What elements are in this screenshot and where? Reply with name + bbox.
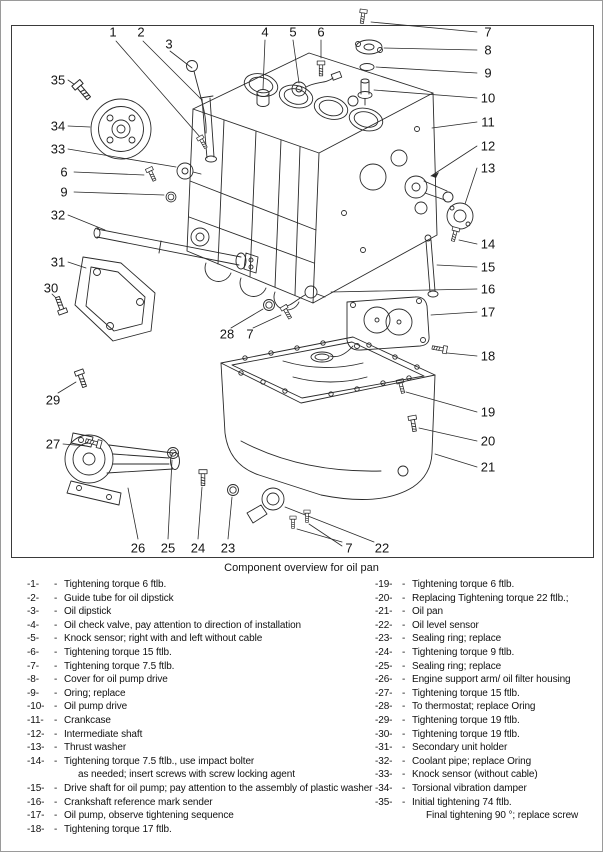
legend-item-separator: - [54, 701, 58, 713]
legend-item-text: Oil pump, observe tightening sequence [64, 810, 234, 822]
legend-item-text: Knock sensor (without cable) [412, 769, 538, 781]
legend-item-text: Tightening torque 7.5 ftlb., use impact bolter [64, 755, 255, 767]
callout-11: 11 [481, 114, 495, 130]
legend-item-text: Guide tube for oil dipstick [64, 592, 174, 604]
legend-item [375, 605, 601, 619]
legend-item [375, 809, 601, 823]
callout-18: 18 [480, 348, 496, 364]
callout-25: 25 [160, 540, 176, 556]
legend-item-text: Oil dipstick [64, 606, 112, 618]
legend-item-separator: - [402, 592, 406, 604]
legend-item-text: Tightening torque 6 ftlb. [64, 579, 167, 590]
callout-23: 23 [220, 540, 236, 556]
legend-item-text: as needed; insert screws with screw locking agent [78, 769, 295, 781]
legend-item-text: Tightening torque 17 ftlb. [64, 823, 172, 835]
callout-19: 19 [480, 404, 496, 420]
callout-12: 12 [480, 138, 496, 154]
legend-item-number: -23- [375, 633, 393, 645]
callout-24: 24 [190, 540, 206, 556]
legend-item-separator: - [54, 579, 58, 590]
callout-6: 6 [317, 24, 325, 40]
legend-item-text: Sealing ring; replace [412, 660, 502, 672]
callout-27: 27 [45, 436, 61, 452]
legend-item-number: -35- [375, 796, 393, 808]
legend-item-text: Crankshaft reference mark sender [64, 796, 213, 808]
legend-item-separator [54, 768, 64, 782]
legend-item-separator: - [402, 606, 406, 618]
legend-item-separator: - [402, 796, 406, 808]
legend-item-text: Oil check valve, pay attention to direction of installation [64, 619, 302, 631]
legend-item-number: -12- [27, 728, 45, 740]
legend-item-number: -11- [27, 714, 44, 726]
legend-item [375, 660, 601, 674]
legend-item-text: Oil pan [412, 606, 443, 618]
legend-item [27, 782, 373, 796]
legend-item-text: Tightening torque 19 ftlb. [412, 728, 520, 740]
callout-1: 1 [109, 24, 117, 40]
callout-30: 30 [43, 280, 59, 296]
legend-item [375, 796, 601, 810]
legend-item-separator: - [402, 646, 406, 658]
legend-item [375, 687, 601, 701]
legend-item-text: Final tightening 90 °; replace screw [426, 810, 579, 822]
legend-item-text: Oring; replace [64, 687, 126, 699]
legend-column-right [375, 578, 601, 823]
legend-column-left [27, 578, 373, 836]
legend-item-number: -14- [27, 755, 45, 767]
legend-item-text: Tightening torque 7.5 ftlb. [64, 660, 175, 672]
legend-item-number: -18- [27, 823, 45, 835]
legend-item-number: -22- [375, 619, 393, 631]
legend-item-text: Secondary unit holder [412, 742, 508, 754]
legend-item-text: Initial tightening 74 ftlb. [412, 796, 512, 808]
legend-item [375, 768, 601, 782]
callout-4: 4 [261, 24, 269, 40]
legend-item-text: Replacing Tightening torque 22 ftlb.; [412, 592, 569, 604]
legend-item-text: Tightening torque 6 ftlb. [412, 579, 515, 590]
legend-item [27, 687, 373, 701]
callout-32: 32 [50, 207, 66, 223]
legend-item [375, 782, 601, 796]
legend-item-separator: - [54, 646, 58, 658]
legend-item-number: -19- [375, 579, 393, 590]
legend-item-text: Coolant pipe; replace Oring [412, 755, 532, 767]
legend-item-text: Intermediate shaft [64, 728, 143, 740]
legend-item-number: -2- [27, 592, 39, 604]
legend-item-number: -15- [27, 782, 45, 794]
legend-item [375, 578, 601, 592]
legend-item [27, 768, 373, 782]
legend-item [27, 755, 373, 769]
legend-item-text: Sealing ring; replace [412, 633, 502, 645]
legend-item-text: Engine support arm/ oil filter housing [412, 674, 571, 686]
legend-item-number: -24- [375, 646, 393, 658]
legend-item-separator: - [402, 755, 406, 767]
legend-item [27, 646, 373, 660]
callout-31: 31 [50, 254, 66, 270]
legend-item-number: -13- [27, 742, 45, 754]
legend-item-number: -32- [375, 755, 393, 767]
legend-item-separator: - [54, 687, 58, 699]
legend-item-text: Crankcase [64, 714, 111, 726]
legend-item [375, 646, 601, 660]
legend-item-number: -7- [27, 660, 39, 672]
legend-item [375, 592, 601, 606]
legend-item-number: -3- [27, 606, 39, 618]
diagram-caption: Component overview for oil pan [224, 562, 379, 574]
legend-item-separator: - [54, 606, 58, 618]
callout-10: 10 [480, 90, 496, 106]
legend-item-number [27, 768, 54, 782]
callout-2: 2 [137, 24, 145, 40]
legend-item [375, 700, 601, 714]
legend-item [375, 755, 601, 769]
legend-item [27, 605, 373, 619]
callout-9: 9 [60, 184, 68, 200]
legend-item-number: -10- [27, 701, 45, 713]
callout-7: 7 [345, 540, 353, 556]
legend-item-text: Thrust washer [64, 742, 127, 754]
callout-3: 3 [165, 36, 173, 52]
legend-item [375, 673, 601, 687]
legend-item-number: -6- [27, 646, 39, 658]
legend-item-number: -21- [375, 606, 393, 618]
callout-14: 14 [480, 236, 496, 252]
legend-item [27, 823, 373, 837]
legend-item-number: -16- [27, 796, 45, 808]
callout-13: 13 [480, 160, 496, 176]
legend-item-number: -31- [375, 742, 393, 754]
legend-item-number: -20- [375, 592, 393, 604]
callout-34: 34 [50, 118, 66, 134]
legend-item-number: -8- [27, 674, 39, 686]
callout-5: 5 [289, 24, 297, 40]
callout-17: 17 [480, 304, 496, 320]
legend-item-separator: - [54, 810, 58, 822]
legend-item-text: Knock sensor; right with and left without cable [64, 633, 263, 645]
legend-item [27, 728, 373, 742]
legend-item-separator: - [54, 633, 58, 645]
callout-16: 16 [480, 281, 496, 297]
legend-item-separator: - [54, 714, 58, 726]
legend-item-number: -5- [27, 633, 39, 645]
callout-26: 26 [130, 540, 146, 556]
legend-item [375, 741, 601, 755]
legend-item-number: -28- [375, 701, 393, 713]
legend-item-separator: - [402, 742, 406, 754]
legend-item-separator: - [54, 823, 58, 835]
legend-item-text: To thermostat; replace Oring [412, 701, 536, 713]
legend-item [375, 728, 601, 742]
legend-item-separator: - [402, 579, 406, 590]
callout-33: 33 [50, 141, 66, 157]
legend-item-separator: - [402, 701, 406, 713]
callout-15: 15 [480, 259, 496, 275]
legend-item-separator [402, 809, 412, 823]
legend-item-separator: - [54, 782, 58, 794]
legend-item [27, 578, 373, 592]
legend-item-number: -9- [27, 687, 39, 699]
callout-7: 7 [484, 24, 492, 40]
legend-item-number: -29- [375, 714, 393, 726]
legend-item-number: -33- [375, 769, 393, 781]
legend-item-separator: - [54, 660, 58, 672]
legend-item-separator: - [54, 728, 58, 740]
callout-7: 7 [246, 326, 254, 342]
legend-item-separator: - [402, 728, 406, 740]
legend-item [27, 700, 373, 714]
legend-item-text: Tightening torque 15 ftlb. [64, 646, 172, 658]
legend-item-separator: - [402, 619, 406, 631]
legend-item-text: Cover for oil pump drive [64, 674, 168, 686]
legend-item-separator: - [54, 619, 58, 631]
legend-item [27, 592, 373, 606]
callout-9: 9 [484, 65, 492, 81]
legend-item-separator: - [402, 660, 406, 672]
legend-item-number: -26- [375, 674, 393, 686]
callout-20: 20 [480, 433, 496, 449]
legend-item-separator: - [54, 592, 58, 604]
legend-item-text: Tightening torque 15 ftlb. [412, 687, 520, 699]
legend-item [27, 714, 373, 728]
legend-item-number: -30- [375, 728, 393, 740]
legend-item-separator: - [54, 674, 58, 686]
legend-item-number: -25- [375, 660, 393, 672]
legend-item-separator: - [54, 742, 58, 754]
legend-item-separator: - [402, 687, 406, 699]
legend-item-number: -34- [375, 782, 393, 794]
legend-item [27, 741, 373, 755]
legend-item-number: -1- [27, 579, 39, 590]
callout-22: 22 [374, 540, 390, 556]
legend-item [27, 619, 373, 633]
legend-item-text: Oil pump drive [64, 701, 128, 713]
legend-item-separator: - [402, 674, 406, 686]
callout-8: 8 [484, 42, 492, 58]
legend-item [375, 619, 601, 633]
legend-item [27, 660, 373, 674]
legend-item-text: Drive shaft for oil pump; pay attention to the assembly of plastic washer [64, 782, 373, 794]
legend-item-number: -4- [27, 619, 39, 631]
callout-35: 35 [50, 72, 66, 88]
legend-item-text: Torsional vibration damper [412, 782, 527, 794]
legend-item-separator: - [402, 782, 406, 794]
legend-item-text: Oil level sensor [412, 619, 479, 631]
legend-item-separator: - [402, 769, 406, 781]
legend-item-text: Tightening torque 19 ftlb. [412, 714, 520, 726]
legend-item-text: Tightening torque 9 ftlb. [412, 646, 515, 658]
legend-item [27, 796, 373, 810]
legend-item [27, 673, 373, 687]
legend-item-number: -27- [375, 687, 393, 699]
legend-item [27, 809, 373, 823]
callout-6: 6 [60, 164, 68, 180]
legend-item [375, 632, 601, 646]
callout-28: 28 [219, 326, 235, 342]
legend-item-separator: - [54, 755, 58, 767]
legend-item-number [375, 809, 402, 823]
legend-item-number: -17- [27, 810, 45, 822]
legend-item-separator: - [402, 714, 406, 726]
callout-21: 21 [480, 459, 496, 475]
legend-item-separator: - [54, 796, 58, 808]
legend-item [27, 632, 373, 646]
legend-item-separator: - [402, 633, 406, 645]
callout-29: 29 [45, 392, 61, 408]
legend-item [375, 714, 601, 728]
